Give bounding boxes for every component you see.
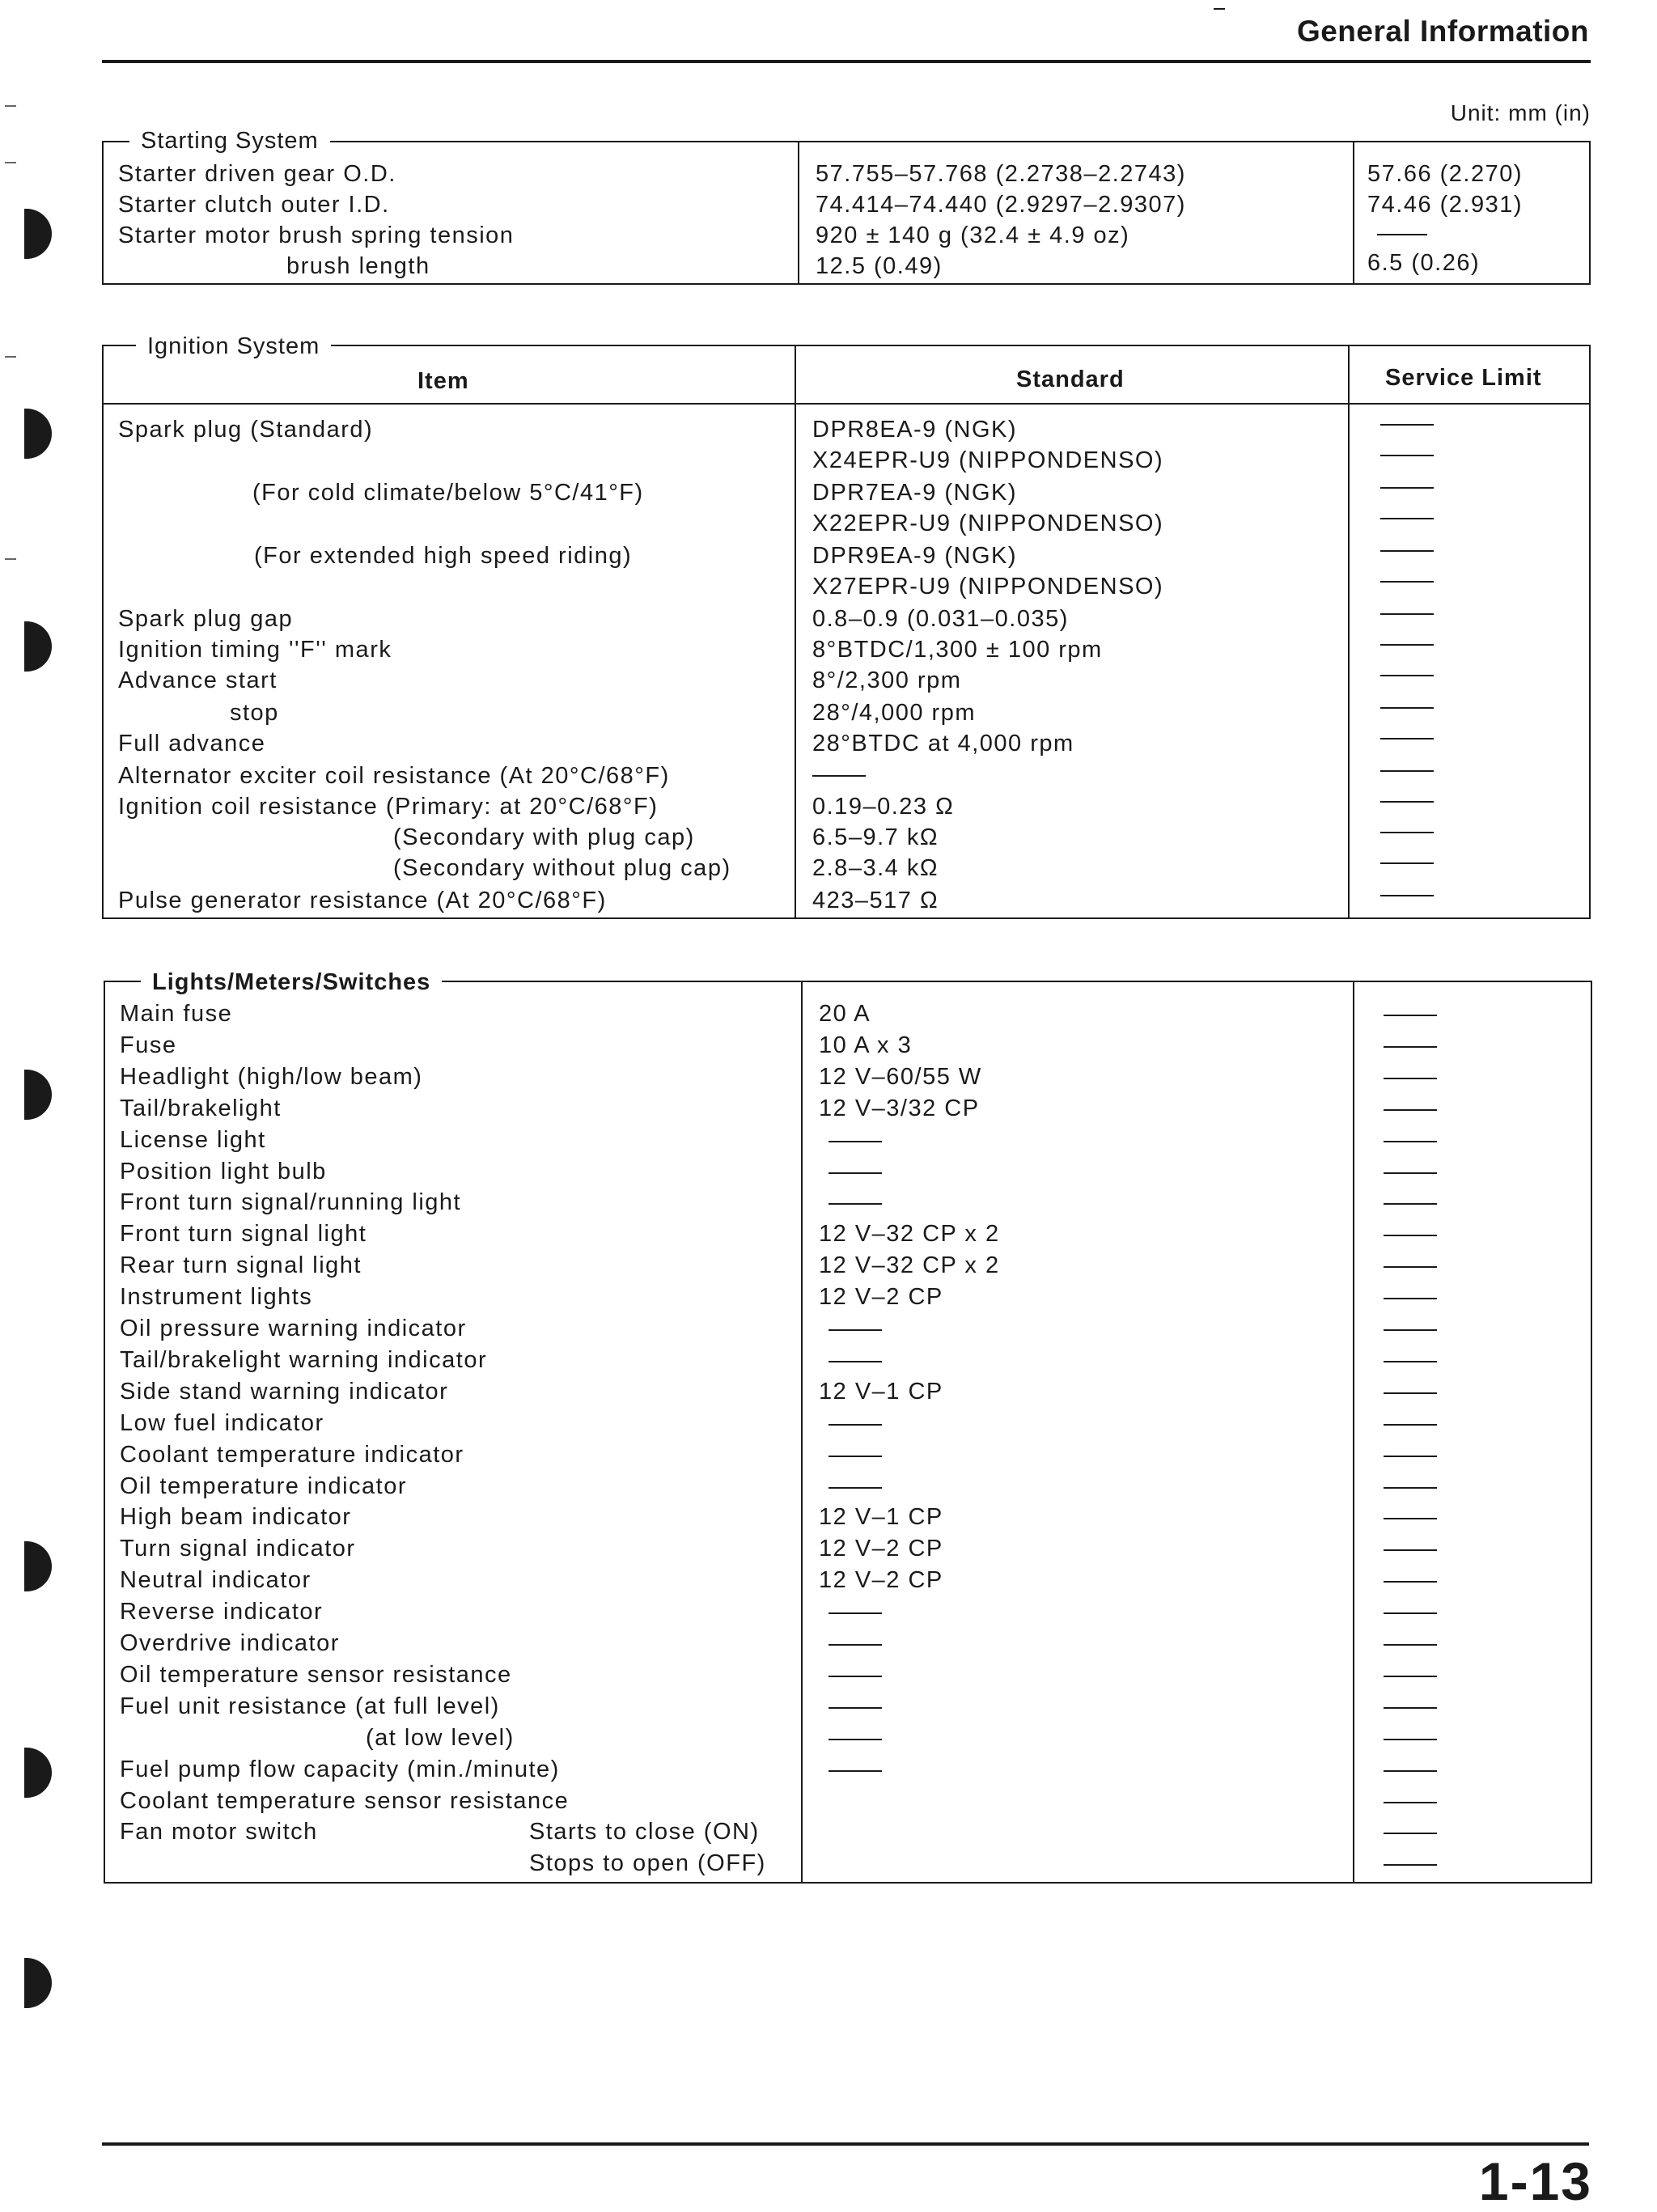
column-divider — [1353, 981, 1354, 1884]
service-limit-dash — [1384, 1109, 1437, 1111]
item-cell: Headlight (high/low beam) — [120, 1064, 423, 1090]
standard-cell: 28°/4,000 rpm — [812, 700, 976, 726]
standard-dash — [828, 1203, 882, 1205]
standard-cell: 2.8–3.4 kΩ — [812, 855, 939, 881]
column-divider — [1348, 345, 1350, 919]
item-cell: Ignition timing ''F'' mark — [118, 637, 392, 663]
header-divider — [102, 403, 1591, 405]
edge-mark — [5, 105, 16, 107]
limit-cell: 6.5 (0.26) — [1367, 250, 1481, 276]
standard-cell: 10 A x 3 — [819, 1032, 913, 1058]
item-cell: Instrument lights — [120, 1284, 313, 1310]
service-limit-dash — [1384, 1676, 1437, 1677]
item-cell: Fuse — [120, 1032, 177, 1058]
item-subcondition: Stops to open (OFF) — [529, 1850, 766, 1876]
service-limit-dash — [1380, 895, 1434, 896]
edge-mark — [5, 558, 16, 560]
service-limit-dash — [1384, 1864, 1437, 1866]
scan-mark — [1214, 8, 1225, 10]
standard-dash — [828, 1644, 882, 1646]
standard-cell: 12.5 (0.49) — [816, 253, 943, 279]
service-limit-dash — [1380, 613, 1434, 615]
item-cell: Coolant temperature sensor resistance — [120, 1788, 570, 1814]
service-limit-dash — [1384, 1707, 1437, 1709]
item-cell: Oil pressure warning indicator — [120, 1316, 467, 1341]
standard-cell: 0.19–0.23 Ω — [812, 794, 955, 820]
column-divider — [801, 981, 803, 1884]
standard-cell: 20 A — [819, 1001, 871, 1027]
standard-cell: 74.414–74.440 (2.9297–2.9307) — [816, 192, 1186, 218]
item-cell: Advance start — [118, 667, 278, 693]
service-limit-dash — [1384, 1329, 1437, 1331]
binder-hole — [24, 621, 52, 672]
standard-cell: 6.5–9.7 kΩ — [812, 824, 939, 850]
service-limit-dash — [1380, 550, 1434, 552]
column-divider — [795, 345, 796, 919]
standard-dash — [828, 1329, 882, 1331]
item-cell: (at low level) — [366, 1725, 515, 1751]
footer-rule — [102, 2142, 1589, 2146]
unit-label: Unit: mm (in) — [1450, 100, 1591, 125]
item-cell: License light — [120, 1127, 266, 1153]
binder-hole — [24, 1541, 52, 1591]
service-limit-dash — [1380, 675, 1434, 676]
item-cell: Oil temperature sensor resistance — [120, 1662, 512, 1688]
item-cell: Full advance — [118, 731, 266, 756]
item-cell: Fuel unit resistance (at full level) — [120, 1693, 500, 1719]
standard-cell: 12 V–60/55 W — [819, 1064, 982, 1090]
binder-hole — [24, 209, 52, 259]
service-limit-dash — [1380, 518, 1434, 519]
page-number: 1-13 — [1478, 2151, 1592, 2211]
service-limit-dash — [1384, 1549, 1437, 1551]
item-cell: High beam indicator — [120, 1504, 352, 1530]
item-cell: Front turn signal light — [120, 1221, 367, 1247]
standard-cell: 0.8–0.9 (0.031–0.035) — [812, 606, 1069, 632]
item-cell: Spark plug (Standard) — [118, 417, 374, 443]
item-cell: Front turn signal/running light — [120, 1189, 462, 1215]
item-cell: Position light bulb — [120, 1159, 327, 1184]
item-cell: Starter clutch outer I.D. — [118, 192, 390, 218]
item-cell: Low fuel indicator — [120, 1410, 324, 1436]
standard-cell: 12 V–2 CP — [819, 1567, 943, 1593]
service-limit-dash — [1384, 1203, 1437, 1205]
binder-hole — [24, 1748, 52, 1798]
standard-dash — [828, 1487, 882, 1489]
service-limit-dash — [1384, 1518, 1437, 1519]
service-limit-dash — [1384, 1266, 1437, 1268]
edge-mark — [5, 356, 16, 358]
service-limit-dash — [1384, 1078, 1437, 1079]
standard-dash — [828, 1770, 882, 1772]
item-cell: Main fuse — [120, 1001, 233, 1027]
standard-dash — [828, 1172, 882, 1174]
legend-dash — [104, 345, 123, 346]
item-cell: (Secondary with plug cap) — [393, 824, 695, 850]
standard-cell: 423–517 Ω — [812, 888, 939, 913]
service-limit-dash — [1384, 1172, 1437, 1174]
item-cell: Tail/brakelight warning indicator — [120, 1347, 488, 1373]
item-cell: Fuel pump flow capacity (min./minute) — [120, 1756, 560, 1782]
service-limit-dash — [1380, 801, 1434, 803]
service-limit-dash — [1380, 424, 1434, 426]
service-limit-dash — [1384, 1833, 1437, 1834]
item-cell: stop — [230, 700, 279, 726]
item-cell: Overdrive indicator — [120, 1630, 340, 1656]
header-rule — [102, 60, 1591, 63]
service-limit-dash — [1380, 862, 1434, 864]
item-cell: (For cold climate/below 5°C/41°F) — [252, 480, 644, 506]
page-section-title: General Information — [1296, 15, 1589, 48]
service-limit-dash — [1384, 1235, 1437, 1236]
service-limit-dash — [1384, 1644, 1437, 1646]
service-limit-dash — [1384, 1424, 1437, 1426]
service-limit-dash — [1384, 1392, 1437, 1394]
standard-cell: 12 V–2 CP — [819, 1284, 943, 1310]
standard-dash — [828, 1739, 882, 1740]
item-cell: (For extended high speed riding) — [254, 543, 633, 569]
item-cell: Ignition coil resistance (Primary: at 20°C/68°F) — [118, 794, 659, 820]
standard-cell: DPR9EA-9 (NGK) — [812, 543, 1018, 569]
item-cell: brush length — [286, 253, 430, 279]
column-divider — [1353, 141, 1354, 285]
service-limit-dash — [1384, 1141, 1437, 1142]
section-legend: Starting System — [129, 126, 330, 155]
standard-dash — [828, 1676, 882, 1677]
standard-dash — [828, 1141, 882, 1142]
standard-cell: 8°BTDC/1,300 ± 100 rpm — [812, 637, 1103, 663]
service-limit-dash — [1384, 1612, 1437, 1614]
item-cell: Side stand warning indicator — [120, 1379, 449, 1405]
service-limit-dash — [1380, 644, 1434, 646]
service-limit-dash — [1384, 1298, 1437, 1299]
column-header-item: Item — [417, 368, 469, 394]
item-cell: Starter motor brush spring tension — [118, 222, 515, 248]
item-cell: Oil temperature indicator — [120, 1473, 408, 1499]
standard-cell: X24EPR-U9 (NIPPONDENSO) — [812, 447, 1164, 473]
legend-dash — [105, 981, 125, 982]
section-legend: Ignition System — [136, 332, 331, 361]
service-limit-dash — [1384, 1581, 1437, 1583]
item-cell: Tail/brakelight — [120, 1095, 282, 1121]
item-cell: Coolant temperature indicator — [120, 1442, 464, 1468]
standard-dash — [828, 1612, 882, 1614]
item-cell: Rear turn signal light — [120, 1252, 362, 1278]
standard-dash — [828, 1707, 882, 1709]
standard-cell: 12 V–32 CP x 2 — [819, 1221, 1000, 1247]
item-cell: Reverse indicator — [120, 1599, 324, 1625]
standard-dash — [828, 1424, 882, 1426]
standard-dash — [812, 775, 866, 777]
standard-cell: X27EPR-U9 (NIPPONDENSO) — [812, 574, 1164, 600]
edge-mark — [5, 162, 16, 163]
standard-cell: 28°BTDC at 4,000 rpm — [812, 731, 1074, 756]
column-header-standard: Standard — [1016, 367, 1125, 392]
service-limit-dash — [1380, 770, 1434, 772]
item-cell: Alternator exciter coil resistance (At 20°C/68°F) — [118, 763, 670, 789]
column-header-service-limit: Service Limit — [1385, 365, 1542, 391]
item-cell: Spark plug gap — [118, 606, 294, 632]
service-limit-dash — [1380, 581, 1434, 583]
item-subcondition: Starts to close (ON) — [529, 1819, 760, 1845]
service-limit-dash — [1380, 832, 1434, 833]
limit-dash — [1377, 234, 1427, 235]
service-limit-dash — [1380, 738, 1434, 739]
limit-cell: 57.66 (2.270) — [1367, 161, 1524, 187]
item-cell: Turn signal indicator — [120, 1536, 356, 1562]
service-limit-dash — [1384, 1456, 1437, 1457]
binder-hole — [24, 1958, 52, 2008]
standard-cell: 57.755–57.768 (2.2738–2.2743) — [816, 161, 1186, 187]
legend-dash — [104, 141, 123, 142]
item-cell: (Secondary without plug cap) — [393, 855, 731, 881]
service-limit-dash — [1380, 487, 1434, 489]
binder-hole — [24, 409, 52, 459]
service-limit-dash — [1380, 707, 1434, 709]
section-legend: Lights/Meters/Switches — [141, 968, 442, 997]
service-limit-dash — [1384, 1046, 1437, 1048]
standard-cell: DPR8EA-9 (NGK) — [812, 417, 1018, 443]
item-cell: Fan motor switch — [120, 1819, 318, 1845]
item-cell: Pulse generator resistance (At 20°C/68°F) — [118, 888, 607, 913]
standard-cell: 12 V–1 CP — [819, 1504, 943, 1530]
service-limit-dash — [1384, 1802, 1437, 1803]
column-divider — [798, 141, 799, 285]
item-cell: Starter driven gear O.D. — [118, 161, 396, 187]
service-limit-dash — [1384, 1770, 1437, 1772]
standard-dash — [828, 1456, 882, 1457]
limit-cell: 74.46 (2.931) — [1367, 192, 1524, 218]
standard-cell: X22EPR-U9 (NIPPONDENSO) — [812, 511, 1164, 536]
service-limit-dash — [1384, 1487, 1437, 1489]
standard-cell: 12 V–1 CP — [819, 1379, 943, 1405]
standard-cell: 12 V–2 CP — [819, 1536, 943, 1562]
standard-cell: DPR7EA-9 (NGK) — [812, 480, 1018, 506]
binder-hole — [24, 1070, 52, 1120]
service-limit-dash — [1384, 1739, 1437, 1740]
service-limit-dash — [1380, 455, 1434, 456]
standard-cell: 920 ± 140 g (32.4 ± 4.9 oz) — [816, 222, 1130, 248]
standard-cell: 8°/2,300 rpm — [812, 667, 962, 693]
standard-cell: 12 V–3/32 CP — [819, 1095, 980, 1121]
standard-dash — [828, 1361, 882, 1362]
standard-cell: 12 V–32 CP x 2 — [819, 1252, 1000, 1278]
service-limit-dash — [1384, 1015, 1437, 1016]
service-limit-dash — [1384, 1361, 1437, 1362]
item-cell: Neutral indicator — [120, 1567, 311, 1593]
